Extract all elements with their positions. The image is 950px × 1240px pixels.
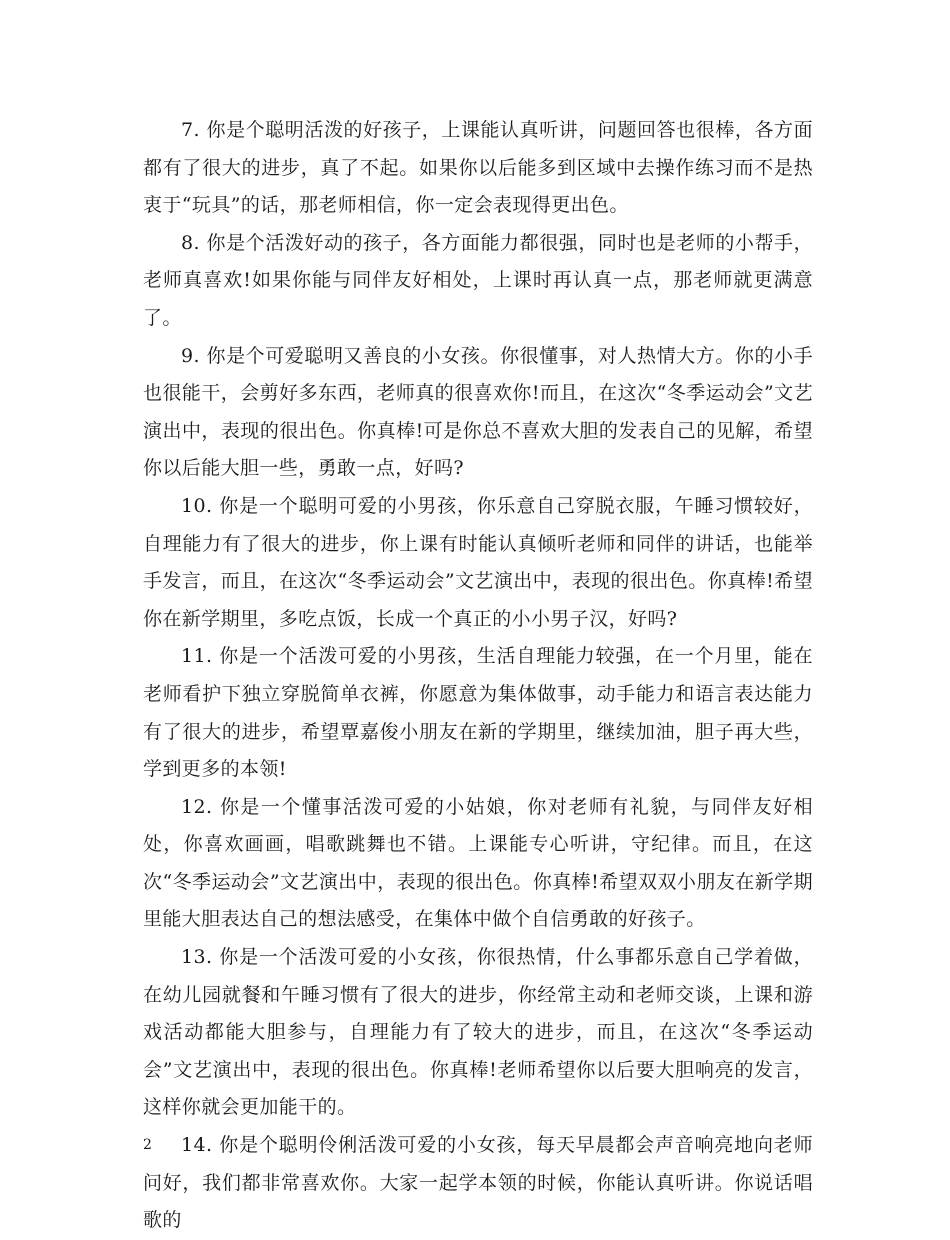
comment-paragraph-11: 11. 你是一个活泼可爱的小男孩，生活自理能力较强，在一个月里，能在老师看护下独立穿脱简单衣裤，你愿意为集体做事，动手能力和语言表达能力有了很大的进步，希望覃嘉俊小朋友在新的学期里，继续加油，胆子再大些，学到更多的本领!: [143, 645, 813, 781]
comment-paragraph-8: 8. 你是个活泼好动的孩子，各方面能力都很强，同时也是老师的小帮手，老师真喜欢!如果你能与同伴友好相处，上课时再认真一点，那老师就更满意了。: [143, 231, 813, 329]
document-body: [143, 112, 813, 1240]
comment-paragraph-7: 7. 你是个聪明活泼的好孩子，上课能认真听讲，问题回答也很棒，各方面都有了很大的进步，真了不起。如果你以后能多到区域中去操作练习而不是热衷于“玩具”的话，那老师相信，你一定会表现得更出色。: [143, 119, 813, 217]
comment-paragraph-14: 14. 你是个聪明伶俐活泼可爱的小女孩，每天早晨都会声音响亮地向老师问好，我们都非常喜欢你。大家一起学本领的时候，你能认真听讲。你说话唱歌的: [143, 1134, 813, 1232]
comment-paragraph-9: 9. 你是个可爱聪明又善良的小女孩。你很懂事，对人热情大方。你的小手也很能干，会剪好多东西，老师真的很喜欢你!而且，在这次“冬季运动会”文艺演出中，表现的很出色。你真棒!可是你总不喜欢大胆的发表自己的见解，希望你以后能大胆一些，勇敢一点，好吗?: [143, 344, 813, 480]
page-number: 2: [143, 1137, 152, 1153]
comment-paragraph-13: 13. 你是一个活泼可爱的小女孩，你很热情，什么事都乐意自己学着做，在幼儿园就餐和午睡习惯有了很大的进步，你经常主动和老师交谈，上课和游戏活动都能大胆参与，自理能力有了较大的进步，而且，在这次“冬季运动会”文艺演出中，表现的很出色。你真棒!老师希望你以后要大胆响亮的发言，这样你就会更加能干的。: [143, 946, 813, 1119]
comment-paragraph-12: 12. 你是一个懂事活泼可爱的小姑娘，你对老师有礼貌，与同伴友好相处，你喜欢画画，唱歌跳舞也不错。上课能专心听讲，守纪律。而且，在这次“冬季运动会”文艺演出中，表现的很出色。你真棒!希望双双小朋友在新学期里能大胆表达自己的想法感受，在集体中做个自信勇敢的好孩子。: [143, 795, 813, 931]
comment-paragraph-10: 10. 你是一个聪明可爱的小男孩，你乐意自己穿脱衣服，午睡习惯较好，自理能力有了很大的进步，你上课有时能认真倾听老师和同伴的讲话，也能举手发言，而且，在这次“冬季运动会”文艺演出中，表现的很出色。你真棒!希望你在新学期里，多吃点饭，长成一个真正的小小男子汉，好吗?: [143, 494, 813, 630]
